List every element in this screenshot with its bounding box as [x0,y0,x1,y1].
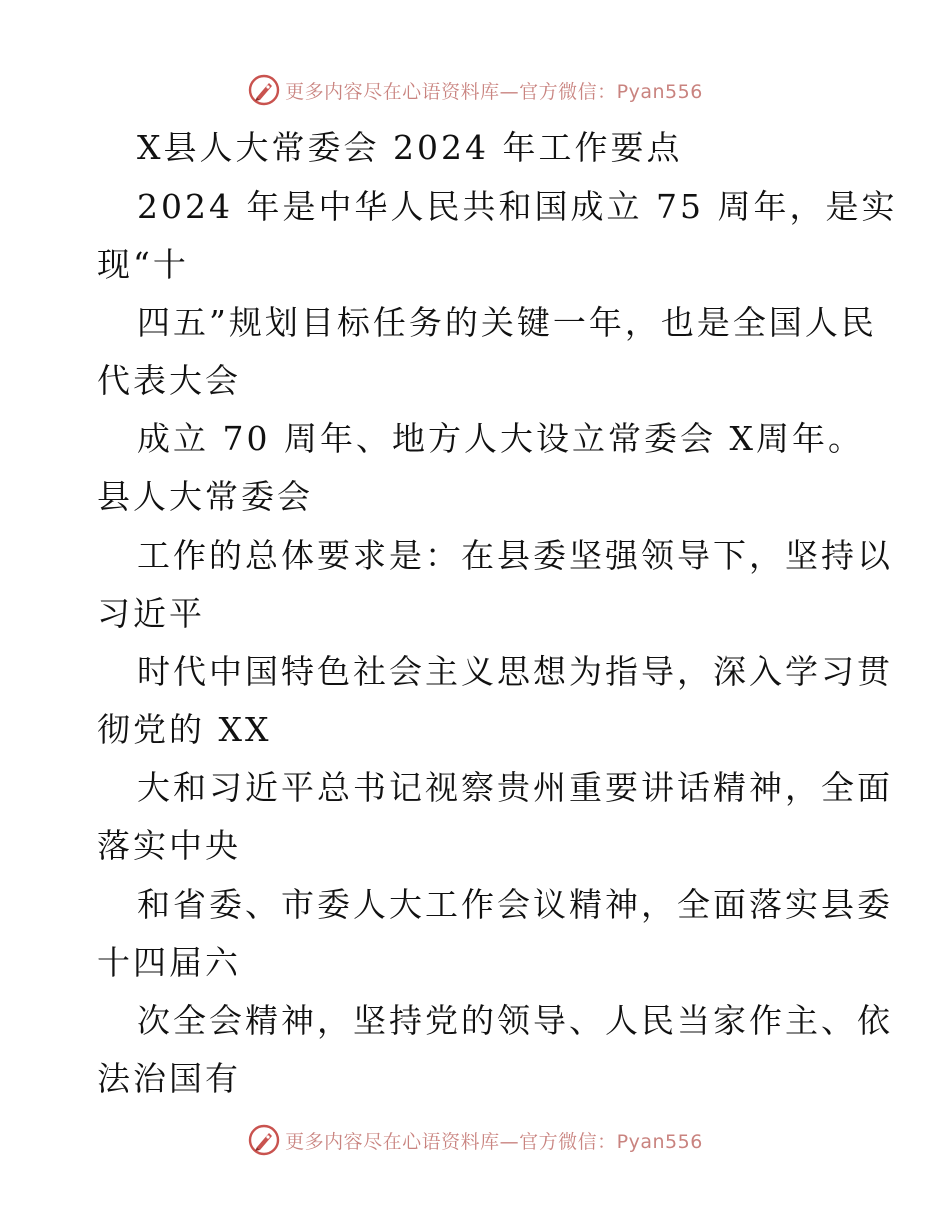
paragraph-line: 次全会精神，坚持党的领导、人民当家作主、依 [137,1001,893,1040]
paragraph-line: 落实中央 [97,826,241,865]
paragraph-line: 彻党的 XX [97,710,272,749]
paragraph-line: 县人大常委会 [97,477,313,516]
paragraph-line: 十四届六 [97,943,241,982]
pen-nib-logo-icon [247,73,281,107]
paragraph-line: 四五”规划目标任务的关键一年，也是全国人民 [137,303,877,342]
pen-nib-logo-icon [247,1123,281,1157]
watermark-text: 更多内容尽在心语资料库—官方微信：Pyan556 [285,1130,703,1153]
footer-watermark [0,1120,950,1160]
paragraph-line: 现“十 [97,245,189,284]
paragraph-line: 习近平 [97,594,205,633]
paragraph-line: 和省委、市委人大工作会议精神，全面落实县委 [137,885,893,924]
watermark-text: 更多内容尽在心语资料库—官方微信：Pyan556 [285,80,703,103]
paragraph-line: 工作的总体要求是：在县委坚强领导下，坚持以 [137,536,893,575]
paragraph-line: 时代中国特色社会主义思想为指导，深入学习贯 [137,652,893,691]
paragraph-line: 代表大会 [97,361,241,400]
paragraph-line: 2024 年是中华人民共和国成立 75 周年，是实 [137,187,898,226]
header-watermark [0,70,950,110]
document-title: X县人大常委会 2024 年工作要点 [137,128,683,167]
paragraph-line: 成立 70 周年、地方人大设立常委会 X周年。 [137,419,864,458]
paragraph-line: 法治国有 [97,1059,241,1098]
paragraph-line: 大和习近平总书记视察贵州重要讲话精神，全面 [137,768,893,807]
